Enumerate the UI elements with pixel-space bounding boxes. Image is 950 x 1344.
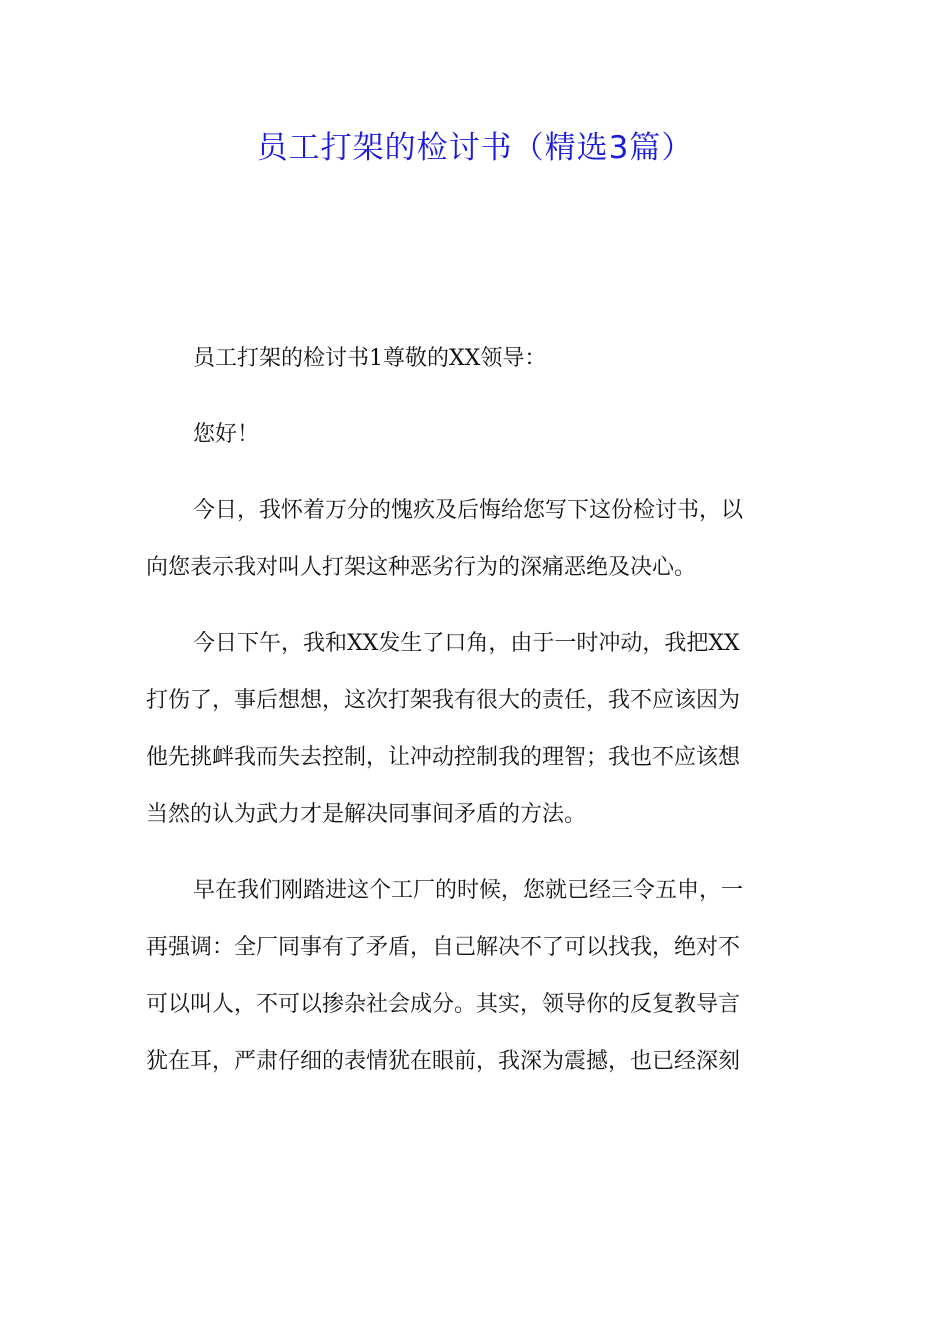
paragraph-line: 向您表示我对叫人打架这种恶劣行为的深痛恶绝及决心。 [146,555,697,580]
paragraph-incident [146,615,806,843]
paragraph-line: 犹在耳，严肃仔细的表情犹在眼前，我深为震撼，也已经深刻 [146,1049,741,1074]
paragraph-line: 可以叫人，不可以掺杂社会成分。其实，领导你的反复教导言 [146,992,741,1017]
document-body [146,330,806,1109]
paragraph-line: 今日，我怀着万分的愧疚及后悔给您写下这份检讨书，以 [193,498,744,523]
document-title: 员工打架的检讨书（精选3篇） [256,130,694,166]
paragraph-line: 您好！ [193,422,260,447]
paragraph-salutation [146,330,806,387]
paragraph-opening [146,482,806,596]
paragraph-line: 当然的认为武力才是解决同事间矛盾的方法。 [146,802,587,827]
paragraph-line: 打伤了，事后想想，这次打架我有很大的责任，我不应该因为 [146,688,741,713]
paragraph-line: 员工打架的检讨书1尊敬的XX领导： [193,346,547,371]
paragraph-line: 他先挑衅我而失去控制，让冲动控制我的理智；我也不应该想 [146,745,741,770]
paragraph-line: 今日下午，我和XX发生了口角，由于一时冲动，我把XX [193,631,740,656]
paragraph-reflection [146,862,806,1090]
paragraph-line: 早在我们刚踏进这个工厂的时候，您就已经三令五申，一 [193,878,744,903]
paragraph-line: 再强调：全厂同事有了矛盾，自己解决不了可以找我，绝对不 [146,935,741,960]
paragraph-greeting [146,406,806,463]
